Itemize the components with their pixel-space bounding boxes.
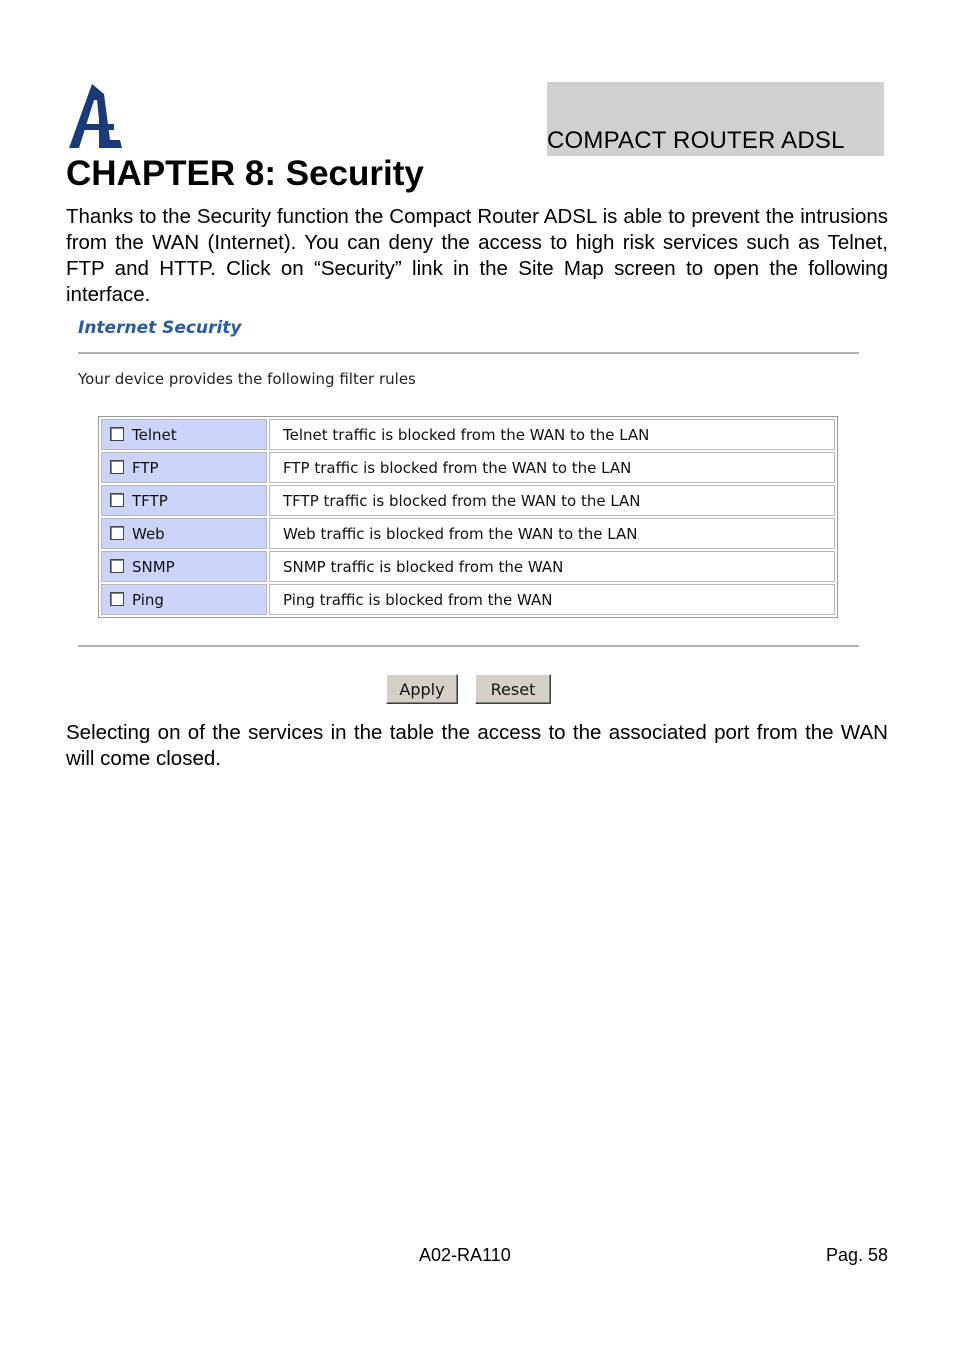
header-product-box — [547, 82, 884, 156]
table-row — [101, 518, 835, 549]
tftp-checkbox[interactable] — [110, 493, 124, 507]
service-cell — [101, 584, 267, 615]
service-cell — [101, 485, 267, 516]
header-product-title: COMPACT ROUTER ADSL — [547, 127, 845, 154]
rule-description: TFTP traffic is blocked from the WAN to the LAN — [269, 485, 835, 516]
service-label: SNMP — [132, 557, 175, 576]
service-label: TFTP — [132, 491, 168, 510]
closing-paragraph: Selecting on of the services in the table the access to the associated port from the WAN will come closed. — [66, 721, 888, 770]
table-row — [101, 551, 835, 582]
page-number: Pag. 58 — [825, 1245, 888, 1265]
service-cell — [101, 419, 267, 450]
screenshot-title: Internet Security — [78, 318, 242, 338]
service-cell — [101, 518, 267, 549]
telnet-checkbox[interactable] — [110, 427, 124, 441]
service-cell — [101, 551, 267, 582]
ping-checkbox[interactable] — [110, 592, 124, 606]
reset-button[interactable]: Reset — [475, 674, 551, 704]
rule-description: Ping traffic is blocked from the WAN — [269, 584, 835, 615]
table-row — [101, 485, 835, 516]
snmp-checkbox[interactable] — [110, 559, 124, 573]
divider — [78, 352, 859, 354]
rule-description: FTP traffic is blocked from the WAN to the LAN — [269, 452, 835, 483]
divider — [78, 645, 859, 647]
internet-security-screenshot — [78, 316, 860, 711]
service-cell — [101, 452, 267, 483]
filter-rules-table — [98, 416, 838, 618]
service-label: Ping — [132, 590, 164, 609]
intro-paragraph: Thanks to the Security function the Compact Router ADSL is able to prevent the intrusions from the WAN (Internet). You can deny the access to high risk services such as Telnet, FTP and HTTP. Click on “Security” link in the Site Map screen to open the following interface. — [66, 205, 888, 306]
rule-description: Web traffic is blocked from the WAN to the LAN — [269, 518, 835, 549]
table-row — [101, 452, 835, 483]
service-label: Web — [132, 524, 165, 543]
filter-rules-intro: Your device provides the following filter rules — [78, 370, 416, 388]
web-checkbox[interactable] — [110, 526, 124, 540]
rule-description: Telnet traffic is blocked from the WAN to the LAN — [269, 419, 835, 450]
ftp-checkbox[interactable] — [110, 460, 124, 474]
apply-button[interactable]: Apply — [386, 674, 458, 704]
footer-model: A02-RA110 — [419, 1245, 511, 1265]
service-label: Telnet — [132, 425, 177, 444]
atlantis-logo-icon — [66, 82, 126, 150]
chapter-title: CHAPTER 8: Security — [66, 154, 424, 193]
table-row — [101, 419, 835, 450]
service-label: FTP — [132, 458, 159, 477]
table-row — [101, 584, 835, 615]
rule-description: SNMP traffic is blocked from the WAN — [269, 551, 835, 582]
